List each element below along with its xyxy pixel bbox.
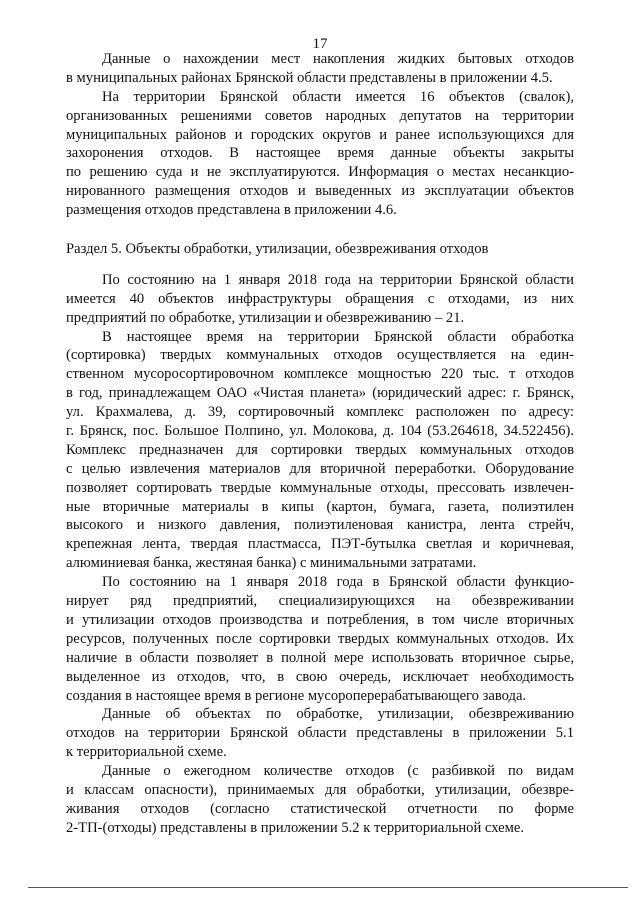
paragraph <box>66 271 574 328</box>
text-line: 2-ТП-(отходы) представлены в приложении 5.2 к территориальной схеме. <box>66 819 524 836</box>
text-line: ул. Крахмалева, д. 39, сортировочный комплекс расположен по адресу: <box>66 404 574 421</box>
text-line: ственном мусоросортировочном комплексе мощностью 220 тыс. т отходов <box>66 366 574 383</box>
page-number: 17 <box>312 36 328 52</box>
text-line: создания в настоящее время в регионе мусороперерабатывающего завода. <box>66 687 527 704</box>
text-line: алюминиевая банка, жестяная банка) с минимальными затратами. <box>66 555 477 572</box>
document-body <box>66 50 574 838</box>
paragraph <box>66 50 574 88</box>
text-line: нирует ряд предприятий, специализирующихся на обезвреживании <box>66 593 574 610</box>
text-line: в год, принадлежащем ОАО «Чистая планета» (юридический адрес: г. Брянск, <box>66 385 574 402</box>
text-line: отходов на территории Брянской области представлены в приложении 5.1 <box>66 725 574 742</box>
text-line: нированного размещения отходов и выведенных из эксплуатации объектов <box>66 183 574 200</box>
text-line: организованных решениями советов народных депутатов на территории <box>66 107 574 124</box>
text-line: по решению суда и не эксплуатируются. Информация о местах несанкцио- <box>66 164 574 181</box>
text-line: к территориальной схеме. <box>66 744 227 761</box>
text-line: и классам опасности), принимаемых для обработки, утилизации, обезвре- <box>66 781 574 798</box>
text-line: По состоянию на 1 января 2018 года на территории Брянской области <box>102 271 574 288</box>
text-line: Данные о ежегодном количестве отходов (с разбивкой по видам <box>102 763 574 780</box>
text-line: наличие в области позволяет в полной мере использовать вторичное сырье, <box>66 649 574 666</box>
text-line: предприятий по обработке, утилизации и обезвреживанию – 21. <box>66 309 465 326</box>
text-line: Данные об объектах по обработке, утилизации, обезвреживанию <box>102 706 574 723</box>
text-line: захоронения отходов. В настоящее время данные объекты закрыты <box>66 145 574 162</box>
text-line: Комплекс предназначен для сортировки твердых коммунальных отходов <box>66 441 574 458</box>
text-line: живания отходов (согласно статистической отчетности по форме <box>66 800 574 817</box>
paragraph <box>66 705 574 762</box>
text-line: с целью извлечения материалов для вторичной переработки. Оборудование <box>66 460 574 477</box>
text-line: выделенное из отходов, что, в свою очередь, исключает необходимость <box>66 668 574 685</box>
text-line: муниципальных районов и городских округов и ранее использующихся для <box>66 126 574 143</box>
text-line: г. Брянск, пос. Большое Полпино, ул. Молокова, д. 104 (53.264618, 34.522456). <box>66 423 574 440</box>
text-line: В настоящее время на территории Брянской области обработка <box>102 328 574 345</box>
heading-text: Раздел 5. Объекты обработки, утилизации, обезвреживания отходов <box>66 241 489 258</box>
text-line: крепежная лента, твердая пластмасса, ПЭТ-бутылка светлая и коричневая, <box>66 536 574 553</box>
text-line: размещения отходов представлена в приложении 4.6. <box>66 202 397 219</box>
section-heading <box>66 240 574 259</box>
bottom-rule <box>28 887 628 888</box>
text-line: в муниципальных районах Брянской области представлены в приложении 4.5. <box>66 69 553 86</box>
text-line: позволяет сортировать твердые коммунальные отходы, прессовать извлечен- <box>66 479 574 496</box>
text-line: ресурсов, полученных после сортировки твердых коммунальных отходов. Их <box>66 630 574 647</box>
text-line: На территории Брянской области имеется 16 объектов (свалок), <box>102 88 574 105</box>
paragraph <box>66 573 574 705</box>
text-line: и утилизации отходов производства и потребления, в том числе вторичных <box>66 611 574 628</box>
paragraph <box>66 328 574 574</box>
paragraph <box>66 762 574 838</box>
text-line: ные вторичные материалы в кипы (картон, бумага, газета, полиэтилен <box>66 498 574 515</box>
paragraph <box>66 88 574 220</box>
text-line: Данные о нахождении мест накопления жидких бытовых отходов <box>102 51 574 67</box>
text-line: По состоянию на 1 января 2018 года в Брянской области функцио- <box>102 574 574 591</box>
text-line: (сортировка) твердых коммунальных отходов осуществляется на един- <box>66 347 574 364</box>
text-line: имеется 40 объектов инфраструктуры обращения с отходами, из них <box>66 290 574 307</box>
text-line: высокого и низкого давления, полиэтиленовая канистра, лента стрейч, <box>66 517 574 534</box>
